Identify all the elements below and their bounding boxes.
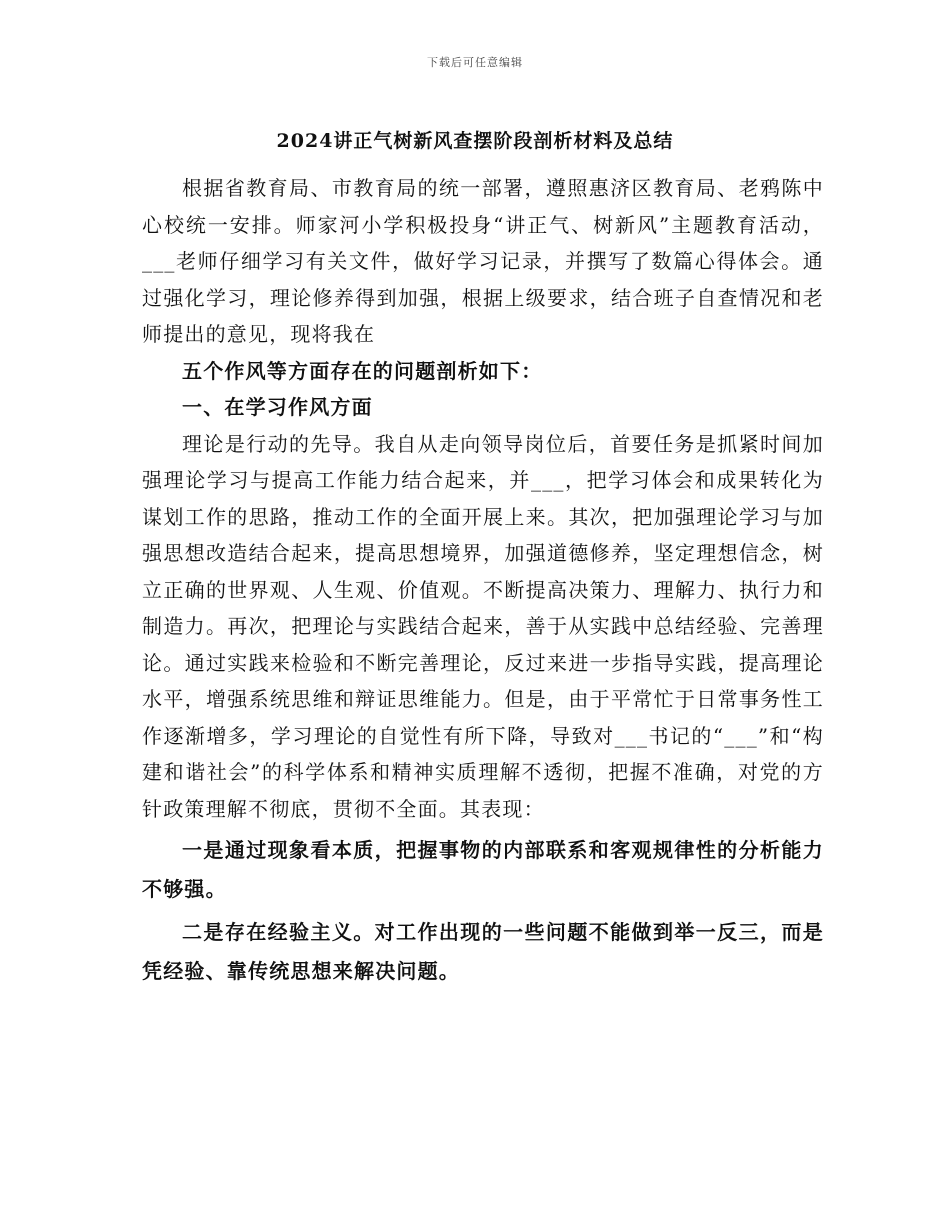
point-two-paragraph: 二是存在经验主义。对工作出现的一些问题不能做到举一反三，而是凭经验、靠传统思想来解决问题。 xyxy=(142,920,824,983)
document-body xyxy=(142,170,824,991)
section-heading-study-style: 一、在学习作风方面 xyxy=(182,395,373,419)
study-style-paragraph: 理论是行动的先导。我自从走向领导岗位后，首要任务是抓紧时间加强理论学习与提高工作能力结合起来，并___，把学习体会和成果转化为谋划工作的思路，推动工作的全面开展上来。其次，把加强理论学习与加强思想改造结合起来，提高思想境界，加强道德修养，坚定理想信念，树立正确的世界观、人生观、价值观。不断提高决策力、理解力、执行力和制造力。再次，把理论与实践结合起来，善于从实践中总结经验、完善理论。通过实践来检验和不断完善理论，反过来进一步指导实践，提高理论水平，增强系统思维和辩证思维能力。但是，由于平常忙于日常事务性工作逐渐增多，学习理论的自觉性有所下降，导致对___书记的“___”和“构建和谐社会”的科学体系和精神实质理解不透彻，把握不准确，对党的方针政策理解不彻底，贯彻不全面。其表现： xyxy=(142,431,824,821)
point-one-paragraph: 一是通过现象看本质，把握事物的内部联系和客观规律性的分析能力不够强。 xyxy=(142,838,824,901)
intro-paragraph: 根据省教育局、市教育局的统一部署，遵照惠济区教育局、老鸦陈中心校统一安排。师家河小学积极投身“讲正气、树新风”主题教育活动，___老师仔细学习有关文件，做好学习记录，并撰写了数篇心得体会。通过强化学习，理论修养得到加强，根据上级要求，结合班子自查情况和老师提出的意见，现将我在 xyxy=(142,176,824,346)
document-title: 2024讲正气树新风查摆阶段剖析材料及总结 xyxy=(276,130,674,152)
page-header-note: 下载后可任意编辑 xyxy=(427,56,523,69)
analysis-lead-paragraph: 五个作风等方面存在的问题剖析如下： xyxy=(182,358,543,383)
